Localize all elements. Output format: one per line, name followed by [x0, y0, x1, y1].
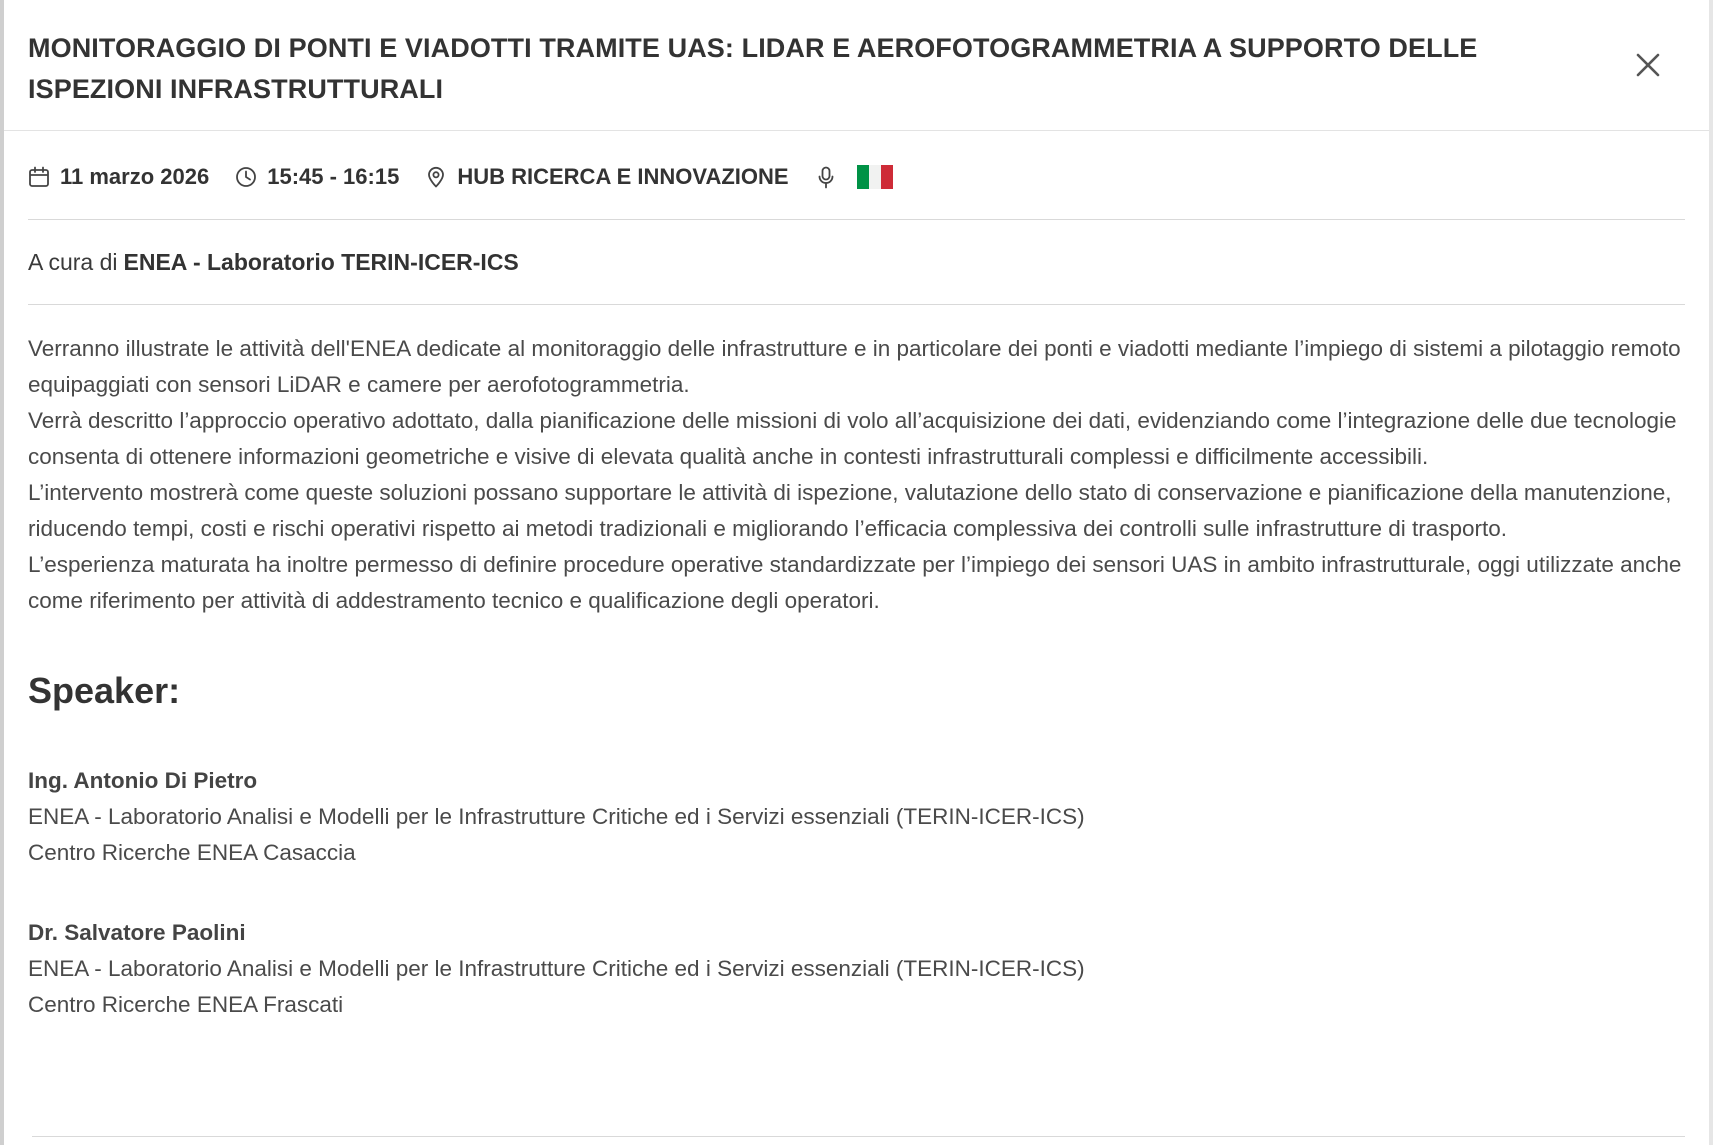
- calendar-icon: [28, 166, 50, 188]
- event-language: [815, 165, 893, 189]
- event-title: MONITORAGGIO DI PONTI E VIADOTTI TRAMITE UAS: LIDAR E AEROFOTOGRAMMETRIA A SUPPORTO DELLE ISPEZIONI INFRASTRUTTURALI: [28, 33, 1478, 104]
- clock-icon: [235, 166, 257, 188]
- event-meta: [28, 135, 1685, 220]
- speaker-name: Dr. Salvatore Paolini: [28, 920, 246, 945]
- close-icon: [1629, 46, 1667, 84]
- event-location: [425, 164, 788, 190]
- speaker-name: Ing. Antonio Di Pietro: [28, 768, 258, 793]
- speakers-list: [28, 763, 1685, 1023]
- modal-body: [4, 135, 1709, 1023]
- speaker-site: Centro Ricerche ENEA Casaccia: [28, 840, 356, 865]
- event-location-text: HUB RICERCA E INNOVAZIONE: [457, 164, 789, 189]
- event-description: [28, 331, 1685, 619]
- speaker-site: Centro Ricerche ENEA Frascati: [28, 992, 344, 1017]
- speaker-affiliation: ENEA - Laboratorio Analisi e Modelli per le Infrastrutture Critiche ed i Servizi essenziali (TERIN-ICER-ICS): [28, 804, 1085, 829]
- description-paragraph: L’esperienza maturata ha inoltre permesso di definire procedure operative standardizzate per l’impiego dei sensori UAS in ambito infrastrutturale, oggi utilizzate anche come riferimento per attività di addestramento tecnico e qualificazione degli operatori.: [28, 552, 1682, 613]
- bottom-divider: [32, 1136, 1685, 1137]
- speakers-heading: Speaker:: [28, 670, 181, 711]
- organizer-prefix: A cura di: [28, 248, 118, 275]
- microphone-icon: [815, 166, 837, 188]
- modal-header: [4, 0, 1709, 131]
- location-pin-icon: [425, 166, 447, 188]
- event-date-text: 11 marzo 2026: [60, 164, 210, 189]
- event-time-text: 15:45 - 16:15: [267, 164, 400, 189]
- description-paragraph: Verranno illustrate le attività dell'ENEA dedicate al monitoraggio delle infrastrutture e in particolare dei ponti e viadotti mediante l’impiego di sistemi a pilotaggio remoto equipaggiati con sensori LiDAR e camere per aerofotogrammetria.: [28, 336, 1681, 397]
- speaker-item: [28, 915, 1685, 1023]
- description-paragraph: L’intervento mostrerà come queste soluzioni possano supportare le attività di ispezione, valutazione dello stato di conservazione e pianificazione della manutenzione, riducendo tempi, costi e rischi operativi rispetto ai metodi tradizionali e migliorando l’efficacia complessiva dei controlli sulle infrastrutture di trasporto.: [28, 480, 1672, 541]
- speaker-affiliation: ENEA - Laboratorio Analisi e Modelli per le Infrastrutture Critiche ed i Servizi essenziali (TERIN-ICER-ICS): [28, 956, 1085, 981]
- description-paragraph: Verrà descritto l’approccio operativo adottato, dalla pianificazione delle missioni di volo all’acquisizione dei dati, evidenziando come l’integrazione delle due tecnologie consenta di ottenere informazioni geometriche e visive di elevata qualità anche in contesti infrastrutturali complessi e difficilmente accessibili.: [28, 408, 1677, 469]
- italian-flag-icon: [857, 165, 893, 189]
- organizer: [28, 220, 1685, 305]
- speaker-item: [28, 763, 1685, 871]
- event-date: [28, 164, 209, 190]
- close-button[interactable]: [1629, 46, 1667, 84]
- organizer-name: ENEA - Laboratorio TERIN-ICER-ICS: [123, 248, 519, 275]
- event-time: [235, 164, 399, 190]
